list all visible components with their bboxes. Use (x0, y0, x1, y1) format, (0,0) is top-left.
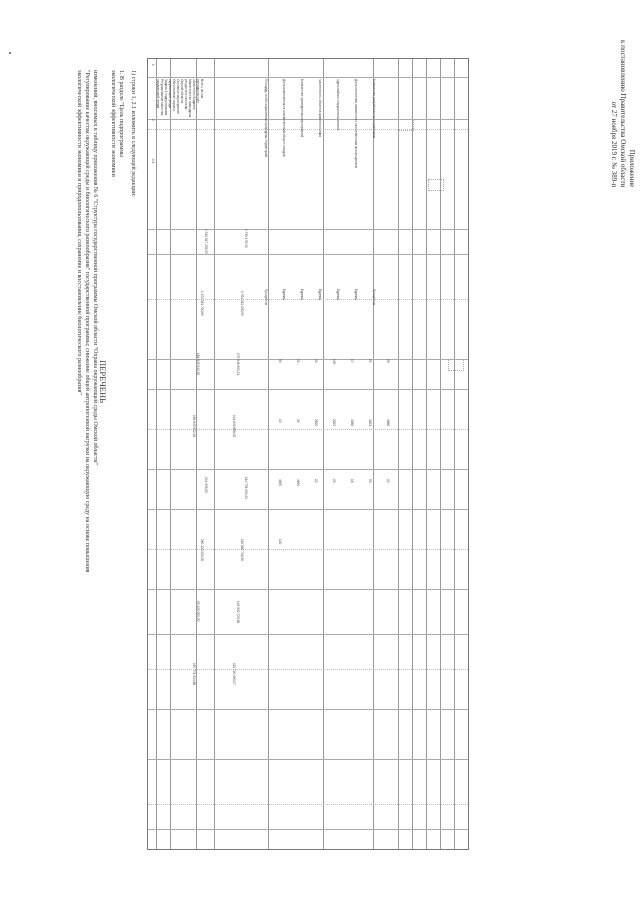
table-row-line (148, 709, 468, 710)
amount-cell: 113 740 080,27 (232, 663, 236, 685)
row-text-cell: областного бюджета (192, 79, 196, 110)
item-2 (129, 70, 137, 197)
table-row-line (148, 129, 468, 130)
table-column-line (398, 59, 399, 849)
appendix-line-3: от 27 ноября 2019 г. № 389-п (610, 101, 618, 188)
table-row-line (148, 469, 468, 470)
row-number: 2.1 (151, 159, 155, 164)
row-text-cell: Задача 1 подпрограммы (164, 79, 168, 116)
table-column-line (373, 59, 374, 849)
value-cell: 25 (296, 419, 300, 423)
item-1b-text: экологической эффективности экономики (110, 70, 116, 177)
table-column-line (454, 59, 455, 849)
value-cell: 23 (332, 479, 336, 483)
row-number: 1 (151, 64, 155, 66)
unit-cell: Процентов (264, 289, 268, 306)
row-text-cell: окружающей среды (168, 79, 172, 109)
appendix-header (609, 40, 636, 187)
value-cell: 140 (278, 539, 282, 545)
value-cell: 93 (314, 359, 318, 363)
row-text-cell: Омской области (180, 79, 184, 104)
unit-cell: Единиц (318, 289, 322, 301)
title-line-1: изменений, вносимых в таблицу приложения № 6 "Структура государственной программы Омской области "Охрана окружающей среды Омской области" (92, 70, 98, 466)
changes-table (147, 58, 469, 850)
table-row-line (148, 669, 468, 670)
table-row-line (148, 299, 468, 300)
indicator-cell: Доля населения охваченного экологическим просвещением (354, 79, 358, 168)
table-row-line (148, 429, 468, 430)
table-row-line (148, 509, 468, 510)
title-lines (91, 70, 99, 465)
table-column-line (170, 59, 171, 849)
value-cell: 25 (368, 359, 372, 363)
item-1b (109, 70, 117, 177)
indicator-cell: Количество разработанных нормативов (372, 79, 376, 139)
value-cell: 90 (386, 479, 390, 483)
title-lines-2 (83, 70, 91, 572)
row-text-cell: Регулирование качества (160, 79, 164, 116)
unit-cell: Единиц (336, 289, 340, 301)
table-column-line (214, 59, 215, 849)
table-row-line (148, 634, 468, 635)
row-text-cell: Министерство природных (188, 79, 192, 118)
appendix-line-2: к постановлению Правительства Омской области (619, 40, 627, 188)
indicator-cell: Площадь особо охраняемых природных территорий (264, 79, 268, 157)
table-row-line (148, 229, 468, 230)
table-row-line (148, 119, 468, 120)
table-column-line (426, 59, 427, 849)
item-2-text: 1) строки 1, 2.1 изложить в следующей редакции: (130, 70, 136, 197)
unit-cell: Единиц (354, 289, 358, 301)
amount-cell: 184 643 942,92 (192, 415, 196, 438)
amount-cell: 260 120 000,00 (200, 539, 204, 562)
amount-cell: 114 703 094,21 (244, 477, 248, 499)
amount-cell: 115 882 716,56 (240, 539, 244, 561)
indicator-cell: Доля вовлеченных в хозяйственный оборот отходов (282, 79, 286, 157)
value-cell: 4690 (278, 479, 282, 487)
appendix-line-1: Приложение (628, 149, 636, 188)
value-cell: 2620 (332, 419, 336, 427)
row-text-cell: Обеспечение охраны (172, 79, 176, 111)
amount-cell: 95 120 000,00 (196, 601, 200, 622)
table-column-line (412, 59, 413, 849)
amount-cell: 1 764 912 000,05 (240, 291, 244, 316)
value-cell: 4586 (350, 419, 354, 427)
table-row-line (148, 804, 468, 805)
amount-cell: 1 510 847 205,05 (204, 229, 208, 254)
table-row-line (148, 759, 468, 760)
title-lines-3 (75, 70, 83, 395)
indicator-cell: Удельный вес нарушенных земель (336, 79, 340, 131)
amount-cell: 179 046 500,21 (236, 353, 240, 376)
table-column-line (196, 59, 197, 849)
table-row-line (148, 829, 468, 830)
table-mark (398, 119, 414, 131)
value-cell: 16 (350, 479, 354, 483)
value-cell: 19 (278, 419, 282, 423)
table-column-line (323, 59, 324, 849)
amount-cell: 144 843 888,02 (232, 415, 236, 438)
table-row-line (148, 549, 468, 550)
table-mark (448, 359, 464, 371)
amount-cell: 184 643 942,92 (196, 353, 200, 376)
value-cell: 92 (296, 359, 300, 363)
indicator-cell: Численность объектов животного мира (318, 79, 322, 138)
row-text-cell: Основное мероприятие (176, 79, 180, 115)
amount-cell: 187 771 914,86 (192, 663, 196, 686)
table-column-line (440, 59, 441, 849)
indicator-cell: Количество проведенных мероприятий (300, 79, 304, 138)
value-cell: 22 (314, 479, 318, 483)
amount-cell: 1 735 178,00 (244, 229, 248, 248)
document-heading: ПЕРЕЧЕНЬ (98, 360, 108, 403)
amount-cell: 143 992 723,36 (236, 601, 240, 624)
unit-cell: Единиц (300, 289, 304, 301)
unit-cell: Процентов (372, 289, 376, 306)
amount-cell: 244 095,00 (204, 477, 208, 493)
row-text-cell: расходы за счет (196, 79, 200, 103)
item-1-text: 1. В разделе "Цель подпрограммы (118, 70, 124, 158)
value-cell: 2600 (314, 419, 318, 427)
table-row-line (148, 254, 468, 255)
table-row-line (148, 589, 468, 590)
table-mark (428, 179, 444, 191)
row-text-cell: окружающей среды (156, 79, 160, 109)
value-cell: 4686 (386, 419, 390, 427)
value-cell: 80 (278, 359, 282, 363)
item-1 (117, 70, 125, 157)
value-cell: 28 (386, 359, 390, 363)
value-cell: 4890 (296, 479, 300, 487)
table-column-line (156, 59, 157, 849)
title-line-3: экологической эффективности экономики и природопользования, сохранение и восстановление биологического разнообразия" (76, 70, 82, 395)
amount-cell: 1 372 061 720,60 (200, 291, 204, 316)
row-number: 2 (151, 119, 155, 121)
value-cell: 50 (368, 479, 372, 483)
row-text-cell: Всего, из них (200, 79, 204, 99)
table-column-line (268, 59, 269, 849)
table-row-line (148, 77, 468, 78)
unit-cell: Единиц (282, 289, 286, 301)
value-cell: 4623 (368, 419, 372, 427)
title-line-2: "Регулирование качества окружающей среды и биологического разнообразия" государственной программы; снижение общей антропогенной нагрузки на окружающую среду на основе повышения (84, 70, 90, 573)
value-cell: 17 (350, 359, 354, 363)
row-text-cell: ресурсов и экологии (184, 79, 188, 110)
scan-mark (9, 52, 11, 54)
table-row-line (148, 389, 468, 390)
value-cell: 100 (332, 359, 336, 365)
title-block (98, 360, 108, 403)
